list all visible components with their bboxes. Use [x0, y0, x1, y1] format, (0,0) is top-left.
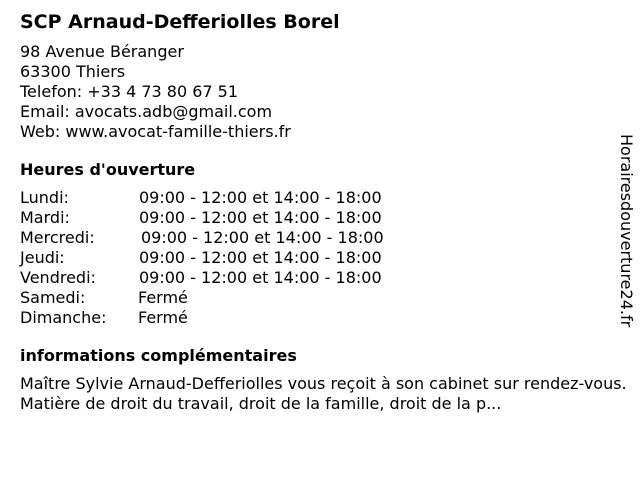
day-hours: Fermé — [138, 308, 188, 327]
day-label: Lundi: — [20, 188, 69, 207]
hours-row-monday — [20, 188, 620, 208]
day-hours: 09:00 - 12:00 et 14:00 - 18:00 — [139, 248, 382, 267]
day-hours: 09:00 - 12:00 et 14:00 - 18:00 — [139, 188, 382, 207]
day-label: Jeudi: — [20, 248, 65, 267]
day-label: Vendredi: — [20, 268, 96, 287]
additional-info-heading: informations complémentaires — [20, 346, 297, 365]
hours-row-wednesday — [20, 228, 620, 248]
email-address[interactable]: Email: avocats.adb@gmail.com — [20, 102, 273, 121]
phone-number[interactable]: Telefon: +33 4 73 80 67 51 — [20, 82, 239, 101]
opening-hours-heading: Heures d'ouverture — [20, 160, 196, 179]
day-hours: 09:00 - 12:00 et 14:00 - 18:00 — [139, 268, 382, 287]
site-watermark: Horairesdouverture24.fr — [617, 134, 636, 328]
day-hours: 09:00 - 12:00 et 14:00 - 18:00 — [139, 208, 382, 227]
day-label: Dimanche: — [20, 308, 107, 327]
day-hours: Fermé — [138, 288, 188, 307]
hours-row-sunday — [20, 308, 620, 328]
day-hours: 09:00 - 12:00 et 14:00 - 18:00 — [141, 228, 384, 247]
opening-hours-table — [20, 188, 620, 328]
business-name: SCP Arnaud-Defferiolles Borel — [20, 11, 340, 33]
additional-info-text: Maître Sylvie Arnaud-Defferiolles vous reçoit à son cabinet sur rendez-vous. Matière de droit du travail, droit de la famille, droit de la p... — [20, 374, 627, 413]
address-block — [20, 42, 620, 142]
city: 63300 Thiers — [20, 62, 126, 81]
street-address: 98 Avenue Béranger — [20, 42, 184, 61]
day-label: Samedi: — [20, 288, 86, 307]
hours-row-thursday — [20, 248, 620, 268]
hours-row-saturday — [20, 288, 620, 308]
day-label: Mardi: — [20, 208, 70, 227]
website-link[interactable]: Web: www.avocat-famille-thiers.fr — [20, 122, 291, 141]
day-label: Mercredi: — [20, 228, 95, 247]
hours-row-friday — [20, 268, 620, 288]
hours-row-tuesday — [20, 208, 620, 228]
